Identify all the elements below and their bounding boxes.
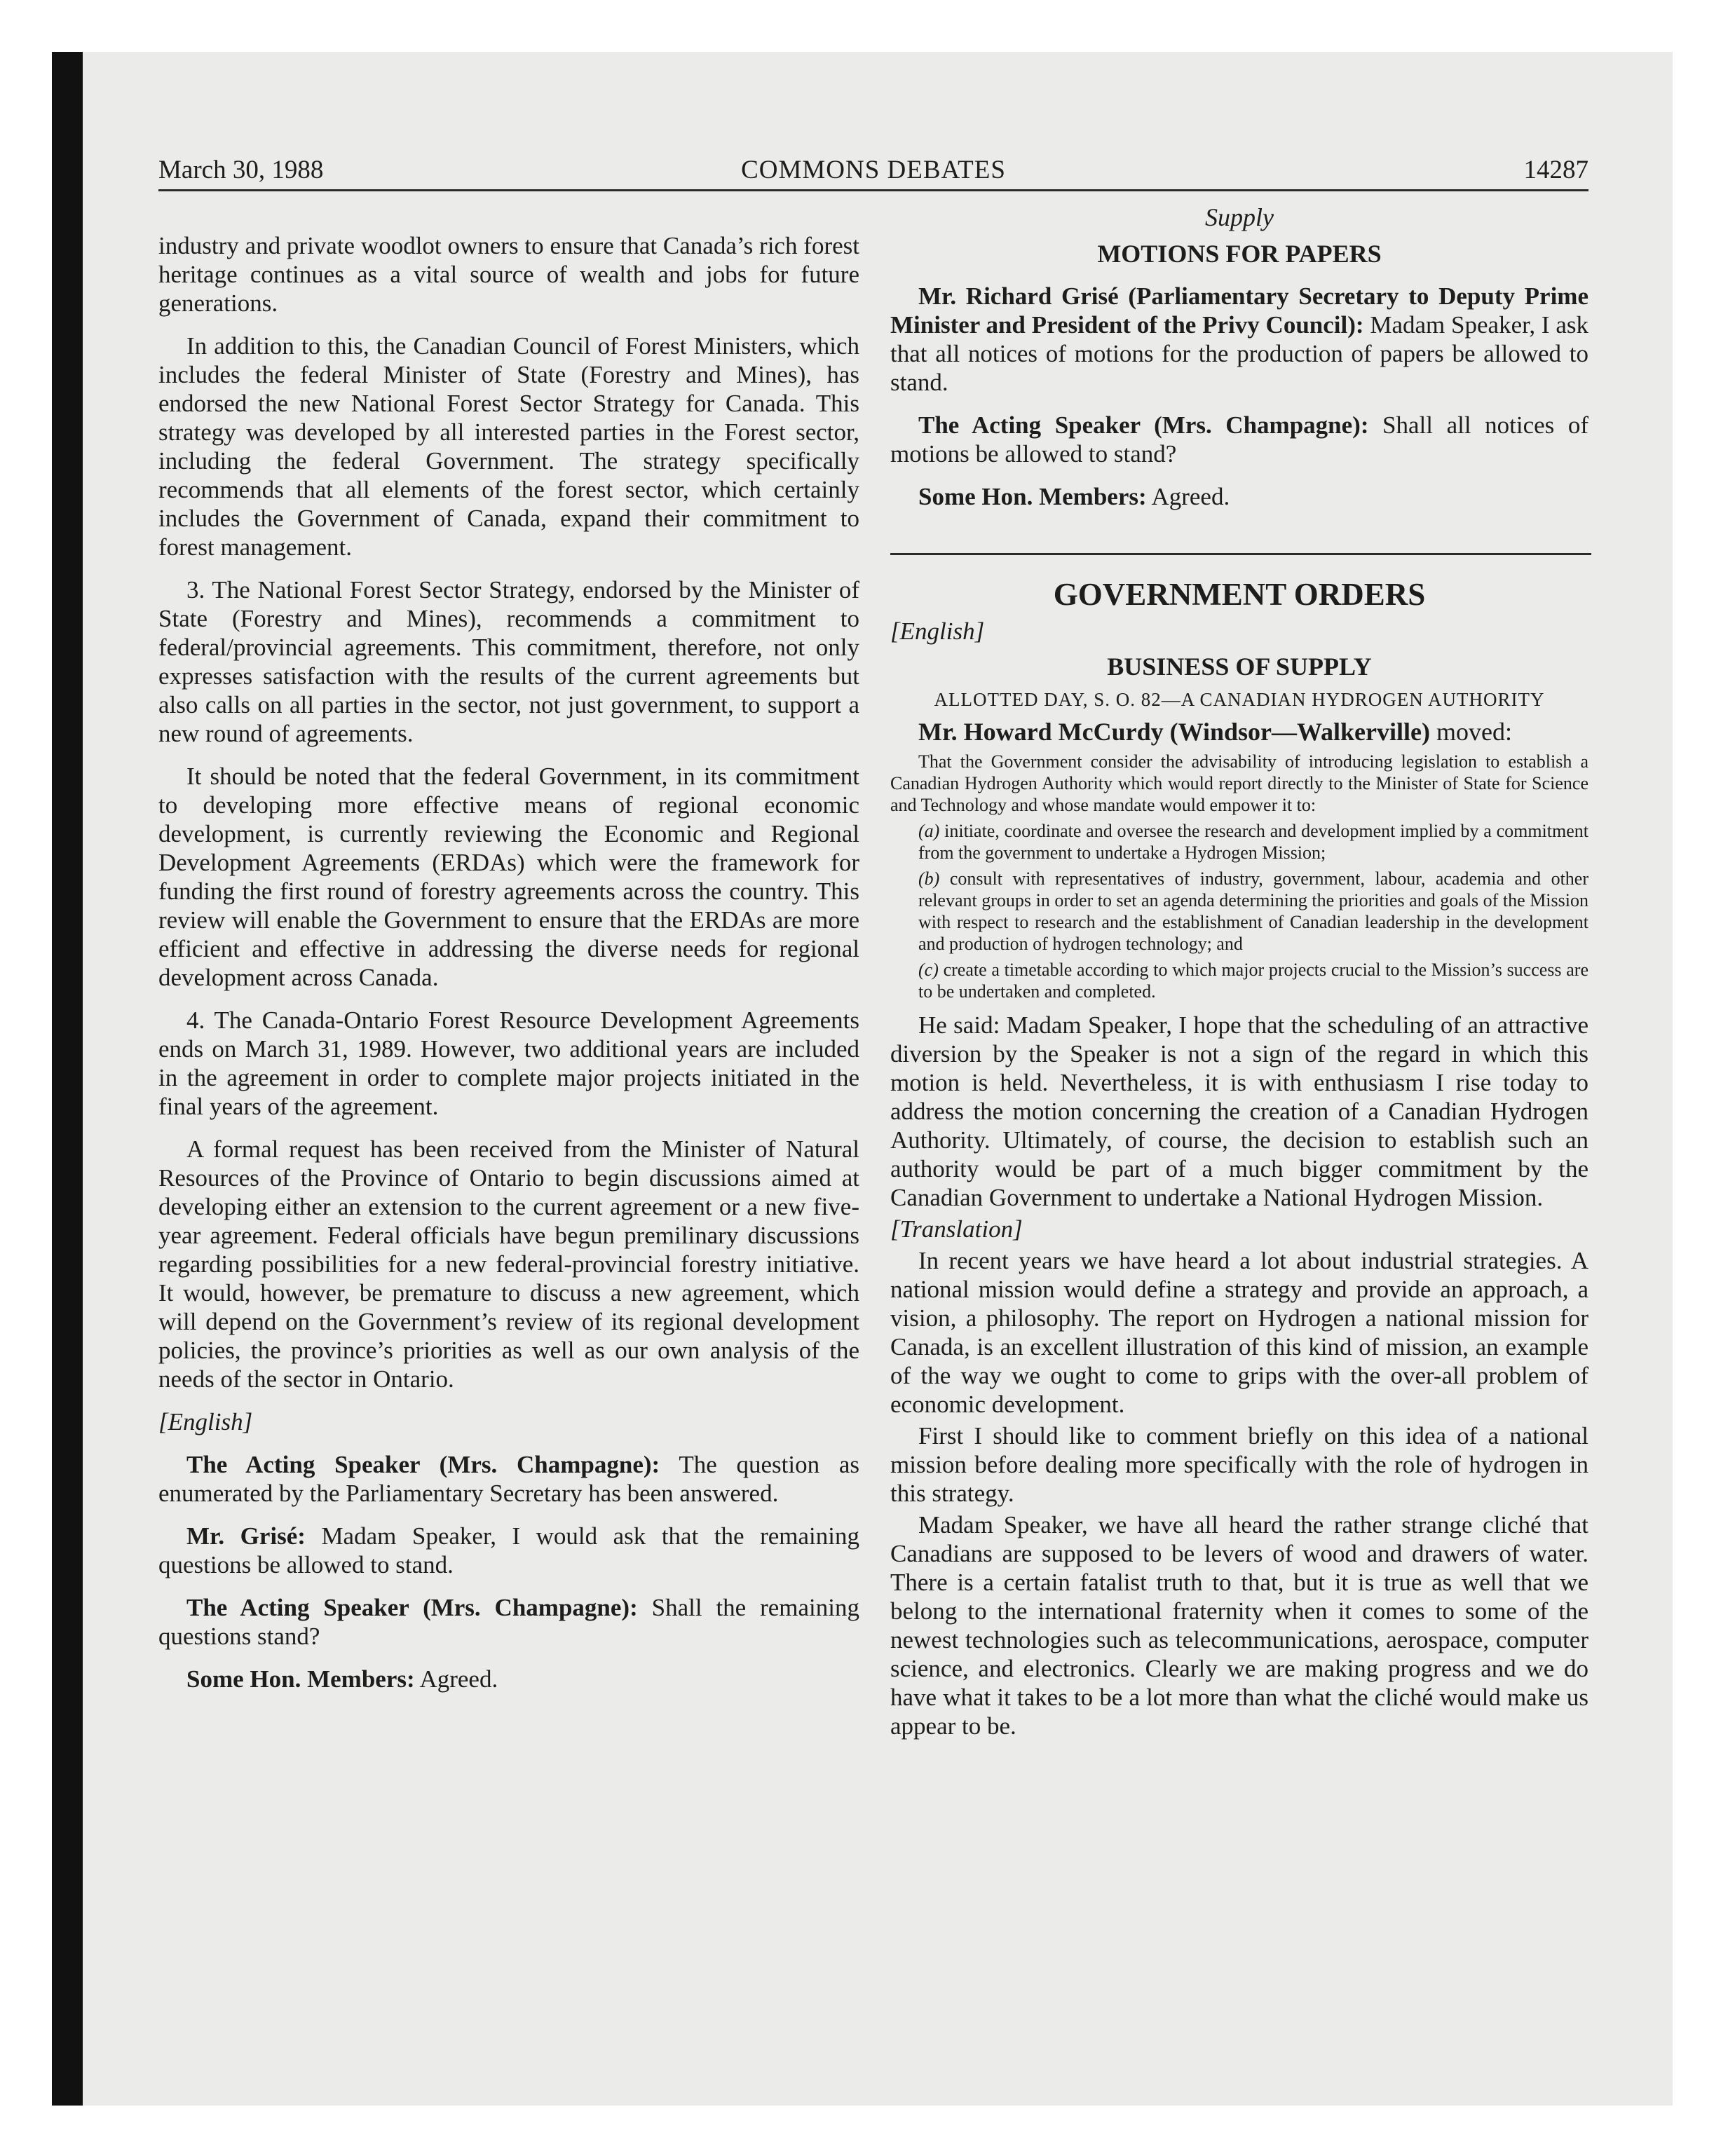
paragraph: Madam Speaker, we have all heard the rather strange cliché that Canadians are supposed to be levers of wood and drawers of water. There is a certain fatalist truth to that, but it is true as well that we belong to the international fraternity when it comes to some of the newest technologies such as telecommunications, aerospace, computer science, and electronics. Clearly we are making progress and we do have what it takes to be a lot more than what the cliché would make us appear to be.: [890, 1511, 1588, 1740]
speaker-name: Mr. Richard Grisé (Parliamentary Secretary to Deputy Prime Minister and President of the Privy Council):: [890, 282, 1588, 339]
speech-text: Agreed.: [1146, 483, 1230, 510]
speech: [890, 411, 1588, 468]
speech-text: The question as enumerated by the Parliamentary Secretary has been answered.: [158, 1451, 859, 1507]
speech: [890, 482, 1588, 511]
language-tag: [English]: [158, 1408, 253, 1435]
paragraph: It should be noted that the federal Government, in its commitment to developing more effective means of regional economic development, is currently reviewing the Economic and Regional Development Agreements (ERDAs) which were the framework for funding the first round of forestry agreements across the country. This review will enable the Government to ensure that the ERDAs are more efficient and effective in addressing the diverse needs for regional development across Canada.: [158, 763, 859, 991]
speaker-name: Mr. Grisé:: [186, 1522, 306, 1550]
motion-mover: [890, 717, 1588, 746]
speaker-name: The Acting Speaker (Mrs. Champagne):: [186, 1451, 660, 1478]
section-heading-business-of-supply: BUSINESS OF SUPPLY: [1107, 653, 1372, 681]
speech-text: Shall all notices of motions be allowed to stand?: [890, 411, 1588, 468]
motion-item: [918, 820, 1588, 864]
speaker-name: The Acting Speaker (Mrs. Champagne):: [186, 1594, 638, 1621]
header-page-number: 14287: [1523, 156, 1588, 184]
item-label: (b): [918, 868, 940, 889]
header-date: March 30, 1988: [158, 156, 324, 184]
speech-text: Agreed.: [414, 1665, 498, 1693]
language-tag: [Translation]: [890, 1215, 1023, 1243]
paragraph: First I should like to comment briefly on this idea of a national mission before dealing more specifically with the role of hydrogen in this strategy.: [890, 1422, 1588, 1507]
running-head: [158, 153, 1588, 188]
binding-edge: [52, 52, 83, 2106]
speaker-name: Some Hon. Members:: [186, 1665, 415, 1693]
speech: [158, 1450, 859, 1508]
paragraph: 4. The Canada-Ontario Forest Resource Development Agreements ends on March 31, 1989. However, two additional years are included in the agreement in order to complete major projects initiated in the final years of the agreement.: [158, 1007, 859, 1120]
speaker-name: Some Hon. Members:: [918, 483, 1147, 510]
section-heading-motions: MOTIONS FOR PAPERS: [1097, 240, 1382, 268]
paragraph: In addition to this, the Canadian Council of Forest Ministers, which includes the federal Minister of State (Forestry and Mines), has endorsed the new National Forest Sector Strategy for Canada. This strategy was developed by all interested parties in the Forest sector, including the federal Government. The strategy specifically recommends that all elements of the forest sector, which certainly includes the Government of Canada, expand their commitment to forest management.: [158, 332, 859, 561]
speech: [158, 1665, 859, 1693]
speech-text: Madam Speaker, I ask that all notices of motions for the production of papers be allowed to stand.: [890, 311, 1588, 396]
speech-text: Shall the remaining questions stand?: [158, 1594, 859, 1650]
paragraph: In recent years we have heard a lot about industrial strategies. A national mission would define a strategy and provide an approach, a vision, a philosophy. The report on Hydrogen a national mission for Canada, is an excellent illustration of this kind of mission, an example of the way we ought to come to grips with the over-all problem of economic development.: [890, 1247, 1588, 1418]
header-title: COMMONS DEBATES: [741, 156, 1006, 184]
paragraph: A formal request has been received from the Minister of Natural Resources of the Province of Ontario to begin discussions aimed at developing either an extension to the current agreement or a new five-year agreement. Federal officials have begun premilinary discussions regarding possibilities for a new federal-provincial forestry initiative. It would, however, be premature to discuss a new agreement, which will depend on the Government’s review of its regional development policies, the province’s priorities as well as our own analysis of the needs of the sector in Ontario.: [158, 1135, 859, 1393]
speaker-name: Mr. Howard McCurdy (Windsor—Walkerville): [918, 718, 1430, 746]
right-column: [890, 202, 1588, 1743]
motion-text: That the Government consider the advisability of introducing legislation to establish a Canadian Hydrogen Authority which would report directly to the Minister of State for Science and Technology and whose mandate would empower it to:: [890, 751, 1588, 815]
item-label: (a): [918, 821, 940, 841]
section-heading-government-orders: GOVERNMENT ORDERS: [1053, 577, 1426, 612]
header-rule: [158, 189, 1588, 191]
item-text: create a timetable according to which major projects crucial to the Mission’s success are to be undertaken and completed.: [918, 960, 1588, 1002]
speech: [890, 282, 1588, 397]
speech-text: Madam Speaker, I would ask that the remaining questions be allowed to stand.: [158, 1522, 859, 1578]
item-text: consult with representatives of industry, government, labour, academia and other relevant groups in order to set an agenda determining the priorities and goals of the Mission with respect to research and the establishment of Canadian leadership in the development and production of hydrogen technology; and: [918, 868, 1588, 954]
motion-item: [918, 959, 1588, 1002]
section-label-supply: Supply: [1205, 203, 1274, 231]
motion-item: [918, 868, 1588, 955]
paragraph: He said: Madam Speaker, I hope that the scheduling of an attractive diversion by the Speaker is not a sign of the regard in which this motion is held. Nevertheless, it is with enthusiasm I rise today to address the motion concerning the creation of a Canadian Hydrogen Authority. Ultimately, of course, the decision to establish such an authority would be part of a much bigger commitment by the Canadian Government to undertake a National Hydrogen Mission.: [890, 1011, 1588, 1211]
section-rule: [890, 553, 1591, 555]
speech: [158, 1522, 859, 1579]
item-label: (c): [918, 960, 939, 980]
speech-text: moved:: [1429, 718, 1512, 746]
paragraph: industry and private woodlot owners to ensure that Canada’s rich forest heritage continues as a vital source of wealth and jobs for future generations.: [158, 232, 859, 317]
hansard-page: [158, 153, 1588, 1947]
language-tag: [English]: [890, 618, 985, 645]
paragraph: 3. The National Forest Sector Strategy, endorsed by the Minister of State (Forestry and Mines), recommends a commitment to federal/provincial agreements. This commitment, therefore, not only expresses satisfaction with the results of the current agreements but also calls on all parties in the sector, not just government, to support a new round of agreements.: [158, 576, 859, 747]
item-text: initiate, coordinate and oversee the research and development implied by a commitment from the government to undertake a Hydrogen Mission;: [918, 821, 1588, 863]
speech: [158, 1593, 859, 1651]
speaker-name: The Acting Speaker (Mrs. Champagne):: [918, 411, 1369, 439]
left-column: [158, 231, 859, 1707]
allotted-day-subheading: ALLOTTED DAY, S. O. 82—A CANADIAN HYDROGEN AUTHORITY: [934, 689, 1545, 710]
